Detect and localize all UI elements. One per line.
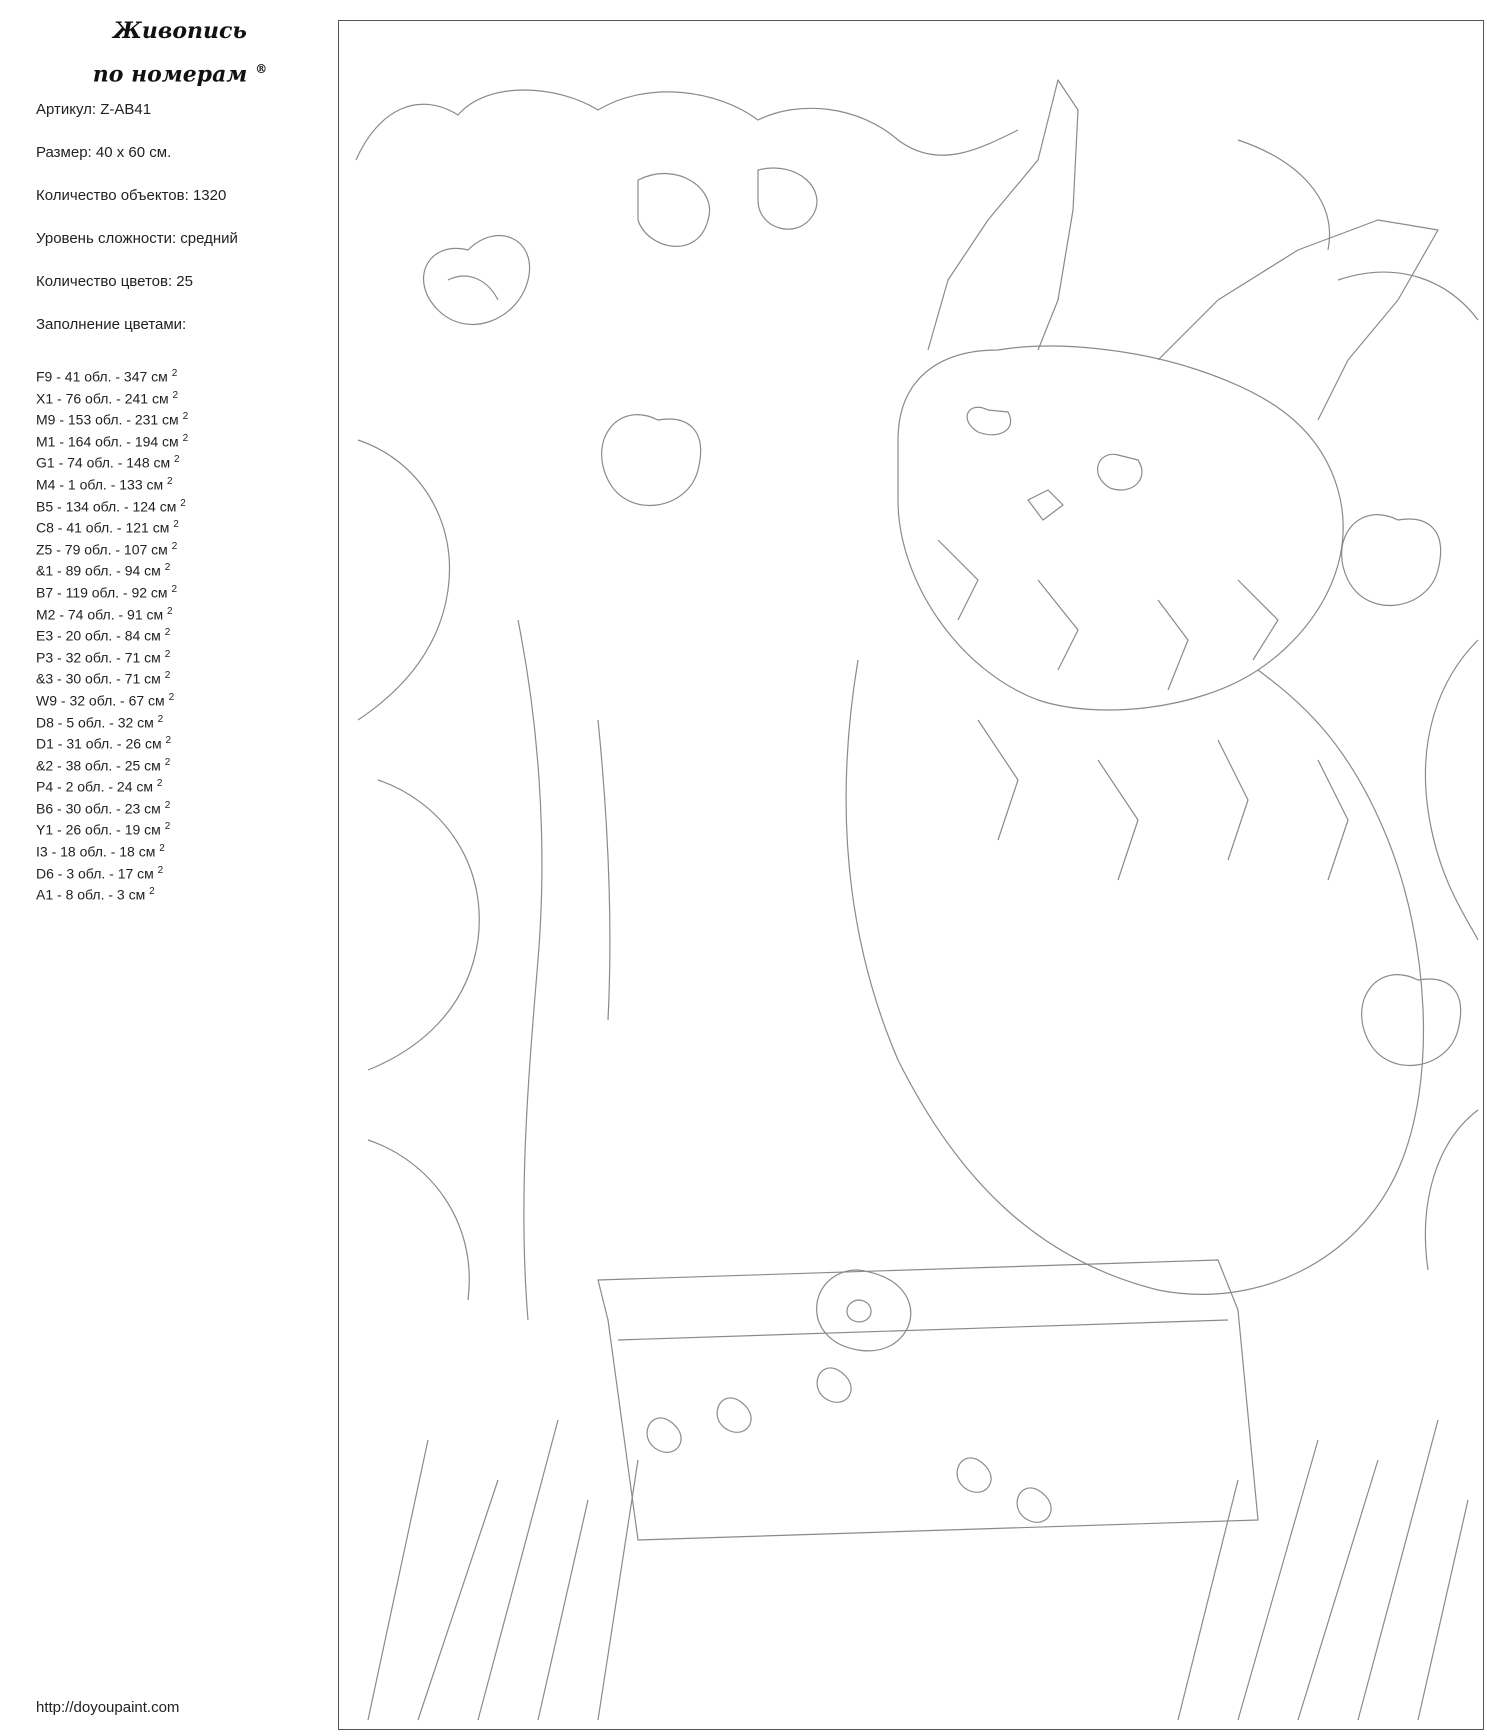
line-art-canvas — [338, 20, 1484, 1730]
legend-item: X1 - 76 обл. - 241 см $^2$ — [36, 389, 179, 407]
legend-item: &3 - 30 обл. - 71 см $^2$ — [36, 670, 171, 687]
leaves-left — [358, 440, 479, 1300]
berries — [647, 1368, 1051, 1522]
legend-item: M1 - 164 обл. - 194 см $^2$ — [36, 432, 189, 450]
article-line: Артикул: Z-AB41 — [36, 101, 152, 118]
legend-item: D1 - 31 обл. - 26 см $^2$ — [36, 735, 172, 752]
cat-right-eye — [1098, 454, 1142, 490]
legend-item: D6 - 3 обл. - 17 см $^2$ — [36, 864, 164, 882]
canvas-frame — [339, 21, 1484, 1730]
rose-left-top — [424, 236, 530, 325]
fill-title: Заполнение цветами: — [36, 316, 187, 333]
difficulty-line: Уровень сложности: средний — [36, 230, 238, 247]
donut — [817, 1270, 911, 1351]
legend-item: Z5 - 79 обл. - 107 см $^2$ — [36, 540, 178, 558]
cat-left-eye — [967, 407, 1011, 434]
legend-item: B5 - 134 обл. - 124 см $^2$ — [36, 497, 186, 515]
rose-left-mid — [602, 415, 701, 506]
legend-item: B7 - 119 обл. - 92 см $^2$ — [36, 583, 177, 601]
cat-body — [846, 660, 1423, 1294]
cat-right-ear — [1158, 220, 1438, 420]
legend-item: G1 - 74 обл. - 148 см $^2$ — [36, 454, 180, 472]
legend-item: M9 - 153 обл. - 231 см $^2$ — [36, 411, 189, 428]
product-info — [36, 100, 238, 358]
legend-item: Y1 - 26 обл. - 19 см $^2$ — [36, 821, 171, 839]
objects-line: Количество объектов: 1320 — [36, 187, 227, 204]
cat-nose — [1028, 490, 1063, 520]
legend-item: C8 - 41 обл. - 121 см $^2$ — [36, 519, 179, 536]
legend-item: A1 - 8 обл. - 3 см $^2$ — [36, 886, 155, 903]
legend-item: P4 - 2 обл. - 24 см $^2$ — [36, 778, 163, 795]
legend-item: F9 - 41 обл. - 347 см $^2$ — [36, 368, 178, 385]
legend-item: &1 - 89 обл. - 94 см $^2$ — [36, 562, 171, 579]
brand-line-2-text: по номерам — [92, 61, 248, 88]
cat-left-ear — [928, 80, 1078, 350]
grass-blades — [368, 1420, 1468, 1720]
size-line: Размер: 40 х 60 см. — [36, 144, 172, 161]
brand-line-2 — [60, 50, 300, 93]
stems-left — [518, 620, 610, 1320]
legend-item: M4 - 1 обл. - 133 см $^2$ — [36, 475, 173, 493]
legend-item: P3 - 32 обл. - 71 см $^2$ — [36, 648, 171, 666]
legend-item: I3 - 18 обл. - 18 см $^2$ — [36, 843, 165, 860]
flowers-right — [1342, 515, 1461, 1066]
color-legend — [36, 363, 188, 903]
line-art — [356, 80, 1478, 1720]
legend-item: M2 - 74 обл. - 91 см $^2$ — [36, 605, 173, 623]
website-link[interactable]: http://doyoupaint.com — [36, 1699, 180, 1716]
legend-item: &2 - 38 обл. - 25 см $^2$ — [36, 756, 171, 774]
sky-outline — [356, 90, 1018, 160]
brand-line-1: Живопись — [113, 18, 247, 44]
legend-item: D8 - 5 обл. - 32 см $^2$ — [36, 713, 164, 731]
brand-logo — [60, 12, 300, 93]
legend-item: B6 - 30 обл. - 23 см $^2$ — [36, 799, 171, 817]
registered-mark: ® — [255, 62, 268, 76]
colors-count-line: Количество цветов: 25 — [36, 273, 193, 290]
legend-item: E3 - 20 обл. - 84 см $^2$ — [36, 627, 171, 644]
legend-item: W9 - 32 обл. - 67 см $^2$ — [36, 691, 175, 709]
fur-strokes — [938, 540, 1348, 880]
leaves-right — [1425, 640, 1478, 1270]
cat-head — [898, 346, 1343, 710]
basket — [598, 1260, 1258, 1540]
